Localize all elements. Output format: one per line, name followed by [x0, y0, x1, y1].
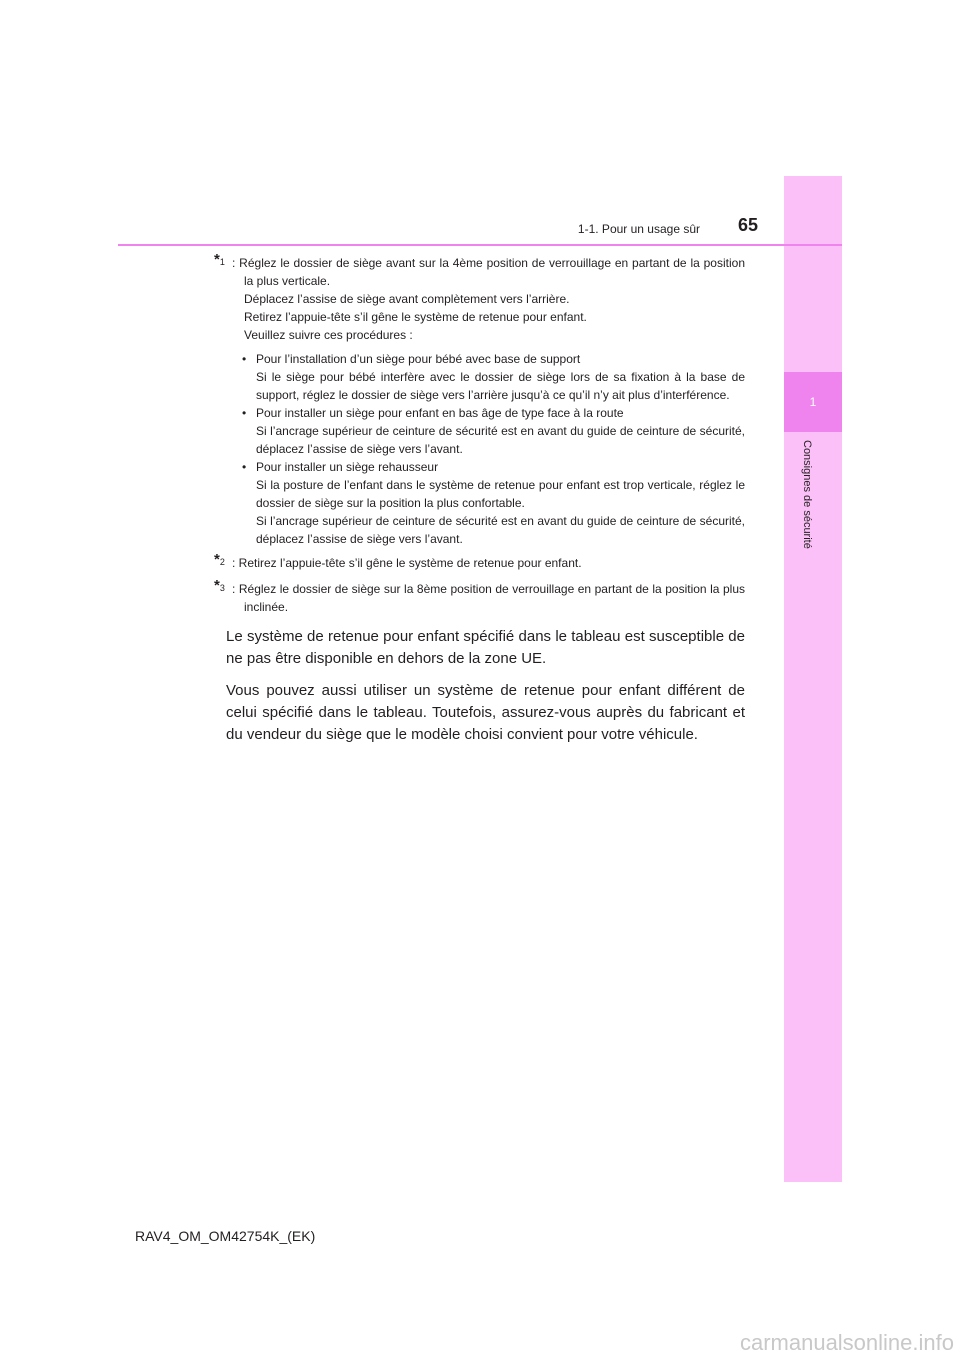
- chapter-side-tab: [784, 176, 842, 1182]
- footnote-2-marker: *$^2$: [214, 551, 225, 568]
- chapter-number-tab: [784, 372, 842, 432]
- bullet-title: Pour installer un siège pour enfant en bas âge de type face à la route: [256, 406, 624, 420]
- bullet-title: Pour l’installation d’un siège pour bébé avec base de support: [256, 352, 581, 366]
- page-number: 65: [738, 215, 759, 235]
- header-rule: [118, 244, 842, 246]
- chapter-label: Consignes de sécurité: [801, 440, 813, 549]
- footnote-1-line: Déplacez l’assise de siège avant complètement vers l’arrière.: [244, 292, 570, 306]
- footnote-2-text: : Retirez l’appuie-tête s’il gêne le système de retenue pour enfant.: [232, 556, 582, 570]
- bullet-text: Si le siège pour bébé interfère avec le dossier de siège lors de sa fixation à la base de support, réglez le dossier de siège vers l’arrière jusqu’à ce qu’il n’y ait plus d’interférence.: [256, 370, 745, 402]
- footnote-1-line: : Réglez le dossier de siège avant sur la 4ème position de verrouillage en partant de la position la plus verticale.: [232, 256, 745, 288]
- footnote-1-line: Retirez l’appuie-tête s’il gêne le système de retenue pour enfant.: [244, 310, 587, 324]
- bullet-item: • Pour l’installation d’un siège pour bébé avec base de support Si le siège pour bébé interfère avec le dossier de siège lors de sa fixation à la base de support, réglez le dossier de siège vers l’arrière jusqu’à ce qu’il n’y ait plus d’interférence.: [242, 352, 745, 402]
- body-paragraph: Le système de retenue pour enfant spécifié dans le tableau est susceptible de ne pas être disponible en dehors de la zone UE.: [226, 628, 745, 667]
- footnote-3-text: : Réglez le dossier de siège sur la 8ème position de verrouillage en partant de la position la plus inclinée.: [232, 582, 745, 614]
- footnote-1-marker: *$^1$: [214, 251, 225, 268]
- footnote-2: [214, 551, 745, 572]
- bullet-title: Pour installer un siège rehausseur: [256, 460, 439, 474]
- bullet-item: • Pour installer un siège rehausseur Si la posture de l’enfant dans le système de retenue pour enfant est trop verticale, réglez le dossier de siège sur la position la plus confortable. Si l’ancrage supérieur de ceinture de sécurité est en avant du guide de ceinture de sécurité, déplacez l’assise de siège vers l’avant.: [242, 460, 745, 546]
- bullet-text: Si l’ancrage supérieur de ceinture de sécurité est en avant du guide de ceinture de sécurité, déplacez l’assise de siège vers l’avant.: [256, 424, 745, 456]
- document-code: RAV4_OM_OM42754K_(EK): [135, 1228, 316, 1244]
- bullet-item: • Pour installer un siège pour enfant en bas âge de type face à la route Si l’ancrage supérieur de ceinture de sécurité est en avant du guide de ceinture de sécurité, déplacez l’assise de siège vers l’avant.: [242, 406, 745, 456]
- bullet-text: Si l’ancrage supérieur de ceinture de sécurité est en avant du guide de ceinture de sécurité, déplacez l’assise de siège vers l’avant.: [256, 514, 745, 546]
- footnote-1: [214, 251, 745, 548]
- footnote-3-marker: *$^3$: [214, 577, 225, 594]
- footnote-1-bullets: [232, 350, 745, 548]
- chapter-number: 1: [809, 395, 817, 409]
- page-content: [214, 251, 745, 746]
- bullet-text: Si la posture de l’enfant dans le système de retenue pour enfant est trop verticale, réglez le dossier de siège sur la position la plus confortable.: [256, 478, 745, 510]
- footnote-1-line: Veuillez suivre ces procédures :: [244, 328, 413, 342]
- footnote-3: [214, 577, 745, 616]
- body-paragraph: Vous pouvez aussi utiliser un système de retenue pour enfant différent de celui spécifié dans le tableau. Toutefois, assurez-vous auprès du fabricant et du vendeur du siège que le modèle choisi convient pour votre véhicule.: [226, 682, 745, 743]
- section-title: 1-1. Pour un usage sûr: [577, 222, 700, 236]
- watermark: carmanualsonline.info: [739, 1330, 954, 1355]
